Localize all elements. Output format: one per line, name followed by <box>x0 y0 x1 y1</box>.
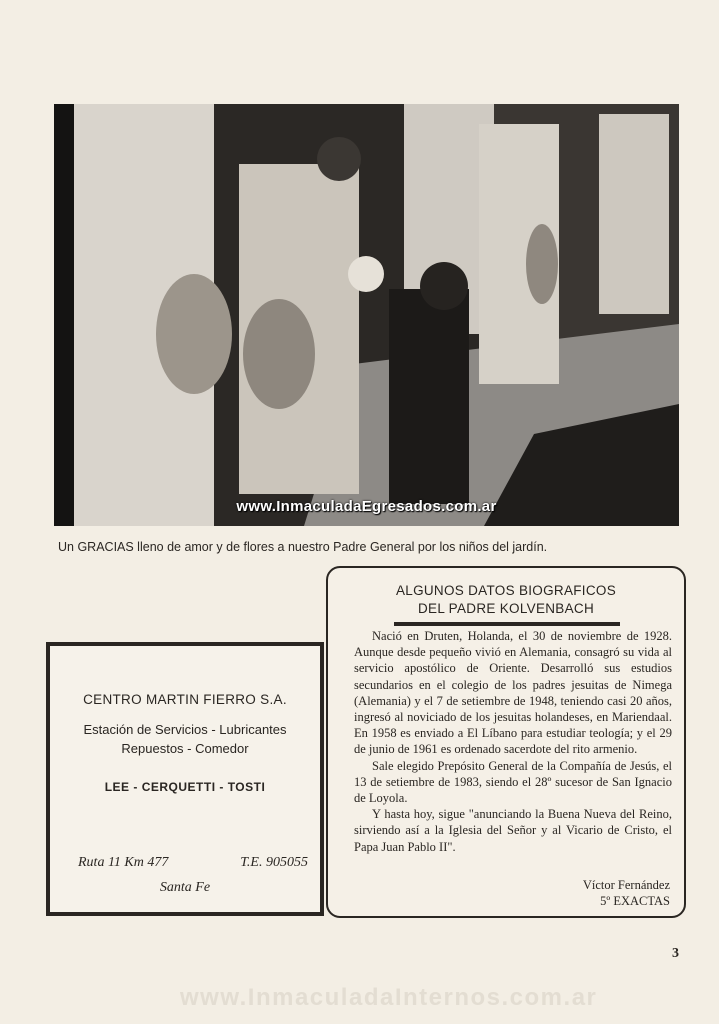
ad-city: Santa Fe <box>159 880 211 895</box>
ad-owners: LEE - CERQUETTI - TOSTI <box>104 780 266 794</box>
photo-watermark: www.InmaculadaEgresados.com.ar <box>236 498 497 515</box>
ad-services-line: Repuestos - Comedor <box>121 741 249 756</box>
ad-services <box>50 720 320 758</box>
bio-author-course: 5º EXACTAS <box>600 894 670 908</box>
ad-route: Ruta 11 Km 477 <box>78 855 169 870</box>
bio-paragraph: Nació en Druten, Holanda, el 30 de noviembre de 1928. Aunque desde pequeño vivió en Alemania, consagró su vida al servicio apostólico de Oriente. Desarrolló sus estudios secundarios en el colegio de los padres jesuitas de Nimega (Alemania) y el 7 de setiembre de 1948, teniendo casi 20 años, ingresó al noviciado de los jesuitas holandeses, en Mariendaal. En 1958 es enviado a El Líbano para estudiar teología; y el 29 de junio de 1961 es ordenado sacerdote del rito armenio. <box>354 629 672 757</box>
footer-watermark: www.InmaculadaInternos.com.ar <box>180 984 598 1011</box>
ad-services-line: Estación de Servicios - Lubricantes <box>83 722 287 737</box>
bio-author: Víctor Fernández <box>582 878 670 892</box>
bio-title-line: DEL PADRE KOLVENBACH <box>417 601 595 616</box>
bio-paragraph: Y hasta hoy, sigue "anunciando la Buena Nueva del Reino, sirviendo así a la Iglesia del Señor y al Vicario de Cristo, el Papa Juan Pablo II". <box>354 807 672 854</box>
title-underline <box>394 622 620 626</box>
bio-paragraph: Sale elegido Prepósito General de la Compañía de Jesús, el 13 de setiembre de 1983, siendo el 28º sucesor de San Ignacio de Loyola. <box>354 758 672 806</box>
ad-company: CENTRO MARTIN FIERRO S.A. <box>83 692 287 707</box>
biography-box <box>326 566 686 918</box>
page-number: 3 <box>672 946 679 961</box>
photograph <box>54 104 679 526</box>
flowers <box>348 256 384 292</box>
child <box>389 289 469 504</box>
photo-caption: Un GRACIAS lleno de amor y de flores a nuestro Padre General por los niños del jardín. <box>58 540 548 554</box>
bio-title-line: ALGUNOS DATOS BIOGRAFICOS <box>395 583 617 598</box>
ad-phone: T.E. 905055 <box>240 855 308 870</box>
photo-scene <box>54 104 679 526</box>
bio-text <box>354 628 672 855</box>
bio-title <box>328 582 684 618</box>
advertisement <box>46 642 324 916</box>
priest-far <box>599 114 669 314</box>
